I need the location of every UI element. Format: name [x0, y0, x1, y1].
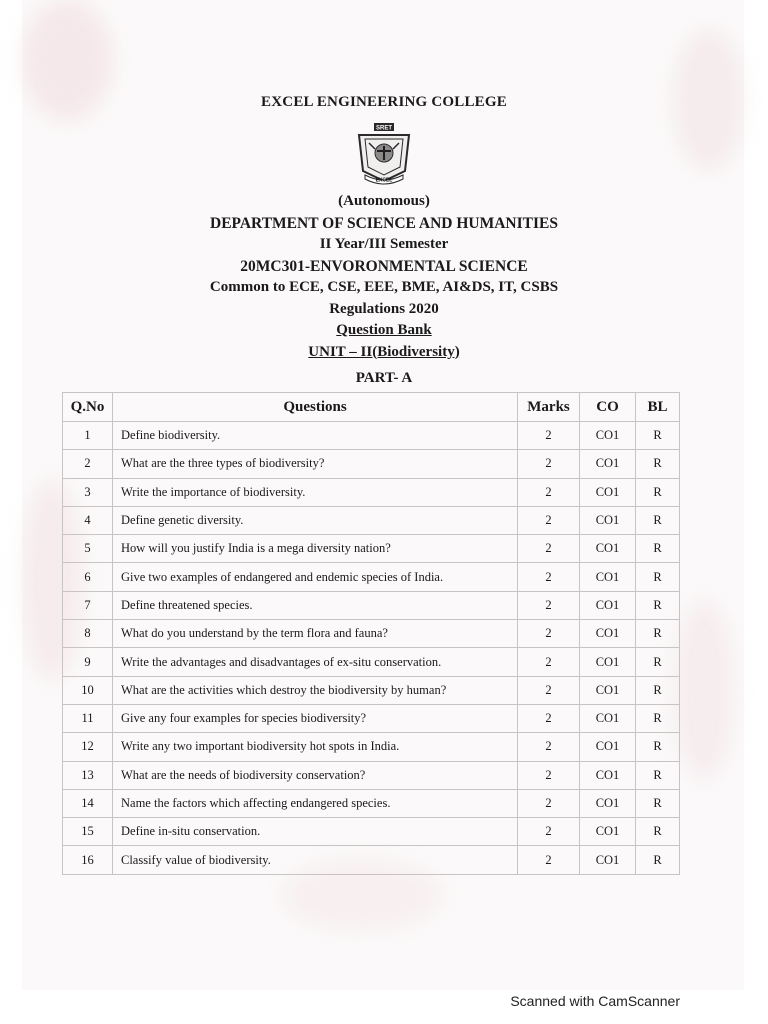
question-number: 2 [63, 450, 113, 478]
course-outcome: CO1 [580, 506, 636, 534]
question-text: What are the needs of biodiversity conservation? [113, 761, 518, 789]
table-header-row [63, 393, 680, 422]
question-text: Give two examples of endangered and endemic species of India. [113, 563, 518, 591]
column-header-bl: BL [636, 393, 680, 422]
blooms-level: R [636, 789, 680, 817]
course-title: 20MC301-ENVORONMENTAL SCIENCE [240, 257, 528, 275]
table-row [63, 478, 680, 506]
table-row [63, 563, 680, 591]
autonomous-label: (Autonomous) [338, 193, 430, 209]
course-outcome: CO1 [580, 591, 636, 619]
question-number: 7 [63, 591, 113, 619]
blooms-level: R [636, 591, 680, 619]
logo-bottom-text: EXCEL [375, 177, 393, 184]
question-marks: 2 [518, 818, 580, 846]
college-name: EXCEL ENGINEERING COLLEGE [261, 94, 507, 110]
course-outcome: CO1 [580, 789, 636, 817]
regulations: Regulations 2020 [329, 300, 439, 317]
question-text: Give any four examples for species biodiversity? [113, 704, 518, 732]
course-outcome: CO1 [580, 535, 636, 563]
question-number: 12 [63, 733, 113, 761]
blooms-level: R [636, 506, 680, 534]
question-marks: 2 [518, 563, 580, 591]
table-row [63, 591, 680, 619]
blooms-level: R [636, 620, 680, 648]
table-row [63, 648, 680, 676]
course-outcome: CO1 [580, 422, 636, 450]
question-number: 14 [63, 789, 113, 817]
year-semester: II Year/III Semester [319, 236, 449, 252]
table-row [63, 789, 680, 817]
blooms-level: R [636, 535, 680, 563]
table-row [63, 733, 680, 761]
logo-top-text: SRET [375, 125, 393, 132]
question-marks: 2 [518, 704, 580, 732]
question-marks: 2 [518, 591, 580, 619]
question-text: Classify value of biodiversity. [113, 846, 518, 874]
question-number: 13 [63, 761, 113, 789]
blooms-level: R [636, 846, 680, 874]
course-outcome: CO1 [580, 450, 636, 478]
course-outcome: CO1 [580, 563, 636, 591]
document-title: Question Bank [336, 322, 432, 338]
column-header-qno: Q.No [63, 393, 113, 422]
table-row [63, 422, 680, 450]
question-number: 11 [63, 704, 113, 732]
blooms-level: R [636, 733, 680, 761]
question-marks: 2 [518, 506, 580, 534]
column-header-questions: Questions [113, 393, 518, 422]
table-row [63, 450, 680, 478]
question-text: What do you understand by the term flora and fauna? [113, 620, 518, 648]
question-marks: 2 [518, 676, 580, 704]
question-marks: 2 [518, 535, 580, 563]
college-logo-icon [353, 121, 415, 187]
course-outcome: CO1 [580, 846, 636, 874]
question-number: 3 [63, 478, 113, 506]
question-text: Write the advantages and disadvantages of ex-situ conservation. [113, 648, 518, 676]
question-marks: 2 [518, 648, 580, 676]
blooms-level: R [636, 648, 680, 676]
question-number: 1 [63, 422, 113, 450]
blooms-level: R [636, 478, 680, 506]
scanner-watermark: Scanned with CamScanner [510, 993, 680, 1009]
column-header-marks: Marks [518, 393, 580, 422]
question-number: 8 [63, 620, 113, 648]
question-table [62, 392, 680, 875]
question-number: 10 [63, 676, 113, 704]
table-row [63, 818, 680, 846]
table-row [63, 676, 680, 704]
part-title: PART- A [355, 370, 413, 386]
question-number: 5 [63, 535, 113, 563]
blooms-level: R [636, 761, 680, 789]
course-outcome: CO1 [580, 676, 636, 704]
column-header-co: CO [580, 393, 636, 422]
question-number: 16 [63, 846, 113, 874]
table-row [63, 761, 680, 789]
question-text: Define in-situ conservation. [113, 818, 518, 846]
course-outcome: CO1 [580, 761, 636, 789]
question-text: How will you justify India is a mega diversity nation? [113, 535, 518, 563]
common-to-branches: Common to ECE, CSE, EEE, BME, AI&DS, IT, CSBS [209, 279, 559, 295]
question-text: Write any two important biodiversity hot spots in India. [113, 733, 518, 761]
question-marks: 2 [518, 846, 580, 874]
course-outcome: CO1 [580, 648, 636, 676]
question-marks: 2 [518, 761, 580, 789]
question-marks: 2 [518, 733, 580, 761]
question-text: Define genetic diversity. [113, 506, 518, 534]
question-text: What are the activities which destroy the biodiversity by human? [113, 676, 518, 704]
question-number: 9 [63, 648, 113, 676]
blooms-level: R [636, 676, 680, 704]
course-outcome: CO1 [580, 818, 636, 846]
course-outcome: CO1 [580, 733, 636, 761]
table-row [63, 620, 680, 648]
question-marks: 2 [518, 789, 580, 817]
question-marks: 2 [518, 450, 580, 478]
blooms-level: R [636, 563, 680, 591]
question-text: Write the importance of biodiversity. [113, 478, 518, 506]
blooms-level: R [636, 704, 680, 732]
table-row [63, 506, 680, 534]
table-row [63, 535, 680, 563]
question-text: What are the three types of biodiversity? [113, 450, 518, 478]
department-name: DEPARTMENT OF SCIENCE AND HUMANITIES [210, 214, 558, 232]
unit-title: UNIT – II(Biodiversity) [308, 343, 460, 360]
question-number: 15 [63, 818, 113, 846]
blooms-level: R [636, 422, 680, 450]
question-text: Define threatened species. [113, 591, 518, 619]
paper-stain [674, 600, 734, 780]
course-outcome: CO1 [580, 620, 636, 648]
blooms-level: R [636, 450, 680, 478]
question-number: 6 [63, 563, 113, 591]
blooms-level: R [636, 818, 680, 846]
question-text: Name the factors which affecting endangered species. [113, 789, 518, 817]
question-rows [63, 422, 680, 875]
table-row [63, 704, 680, 732]
table-row [63, 846, 680, 874]
question-number: 4 [63, 506, 113, 534]
course-outcome: CO1 [580, 704, 636, 732]
question-marks: 2 [518, 478, 580, 506]
document-header [0, 92, 768, 390]
question-marks: 2 [518, 620, 580, 648]
course-outcome: CO1 [580, 478, 636, 506]
question-text: Define biodiversity. [113, 422, 518, 450]
question-marks: 2 [518, 422, 580, 450]
